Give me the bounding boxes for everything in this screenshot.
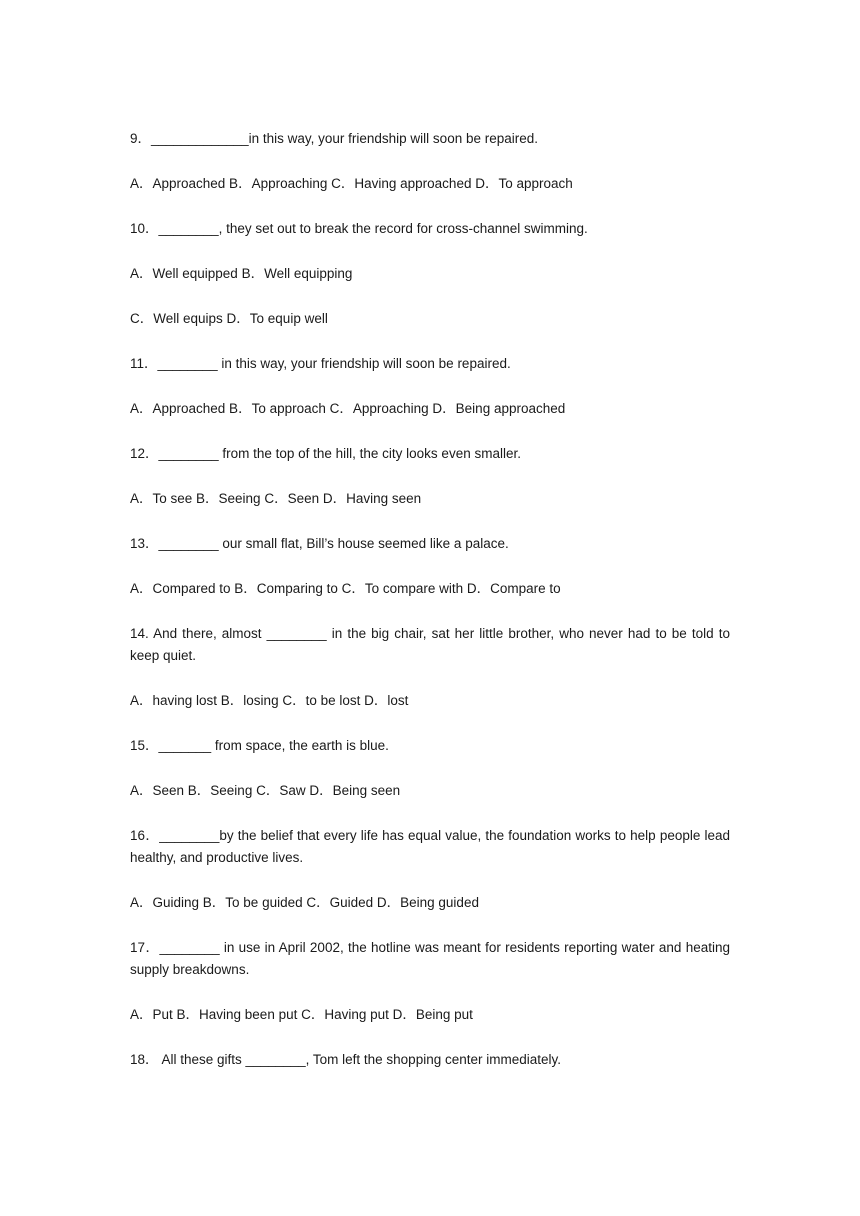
- document-page: [130, 128, 734, 1094]
- question-11: 11．________ in this way, your friendship will soon be repaired.: [130, 356, 511, 371]
- question-9: 9．_____________in this way, your friendship will soon be repaired.: [130, 131, 539, 146]
- question-13: 13．________ our small flat, Bill’s house seemed like a palace.: [130, 536, 509, 551]
- question-14: 14. And there, almost ________ in the big chair, sat her little brother, who never had to be told to keep quiet.: [130, 626, 734, 663]
- options-12: A．To see B．Seeing C．Seen D．Having seen: [130, 491, 422, 506]
- options-13: A．Compared to B．Comparing to C．To compare with D．Compare to: [130, 581, 561, 596]
- options-9: A．Approached B．Approaching C．Having approached D．To approach: [130, 176, 573, 191]
- question-17: 17．________ in use in April 2002, the hotline was meant for residents reporting water and heating supply breakdowns.: [130, 940, 734, 977]
- options-10-cd: C．Well equips D．To equip well: [130, 311, 328, 326]
- question-12: 12．________ from the top of the hill, the city looks even smaller.: [130, 446, 521, 461]
- options-15: A．Seen B．Seeing C．Saw D．Being seen: [130, 783, 401, 798]
- question-15: 15．_______ from space, the earth is blue.: [130, 738, 389, 753]
- question-16: 16．________by the belief that every life has equal value, the foundation works to help people lead healthy, and productive lives.: [130, 828, 734, 865]
- question-10: 10．________, they set out to break the record for cross-channel swimming.: [130, 221, 588, 236]
- question-18: 18． All these gifts ________, Tom left the shopping center immediately.: [130, 1052, 562, 1067]
- options-11: A．Approached B．To approach C．Approaching D．Being approached: [130, 401, 566, 416]
- options-14: A．having lost B．losing C．to be lost D．lost: [130, 693, 409, 708]
- options-10-ab: A．Well equipped B．Well equipping: [130, 266, 353, 281]
- options-17: A．Put B．Having been put C．Having put D．Being put: [130, 1007, 473, 1022]
- options-16: A．Guiding B．To be guided C．Guided D．Being guided: [130, 895, 479, 910]
